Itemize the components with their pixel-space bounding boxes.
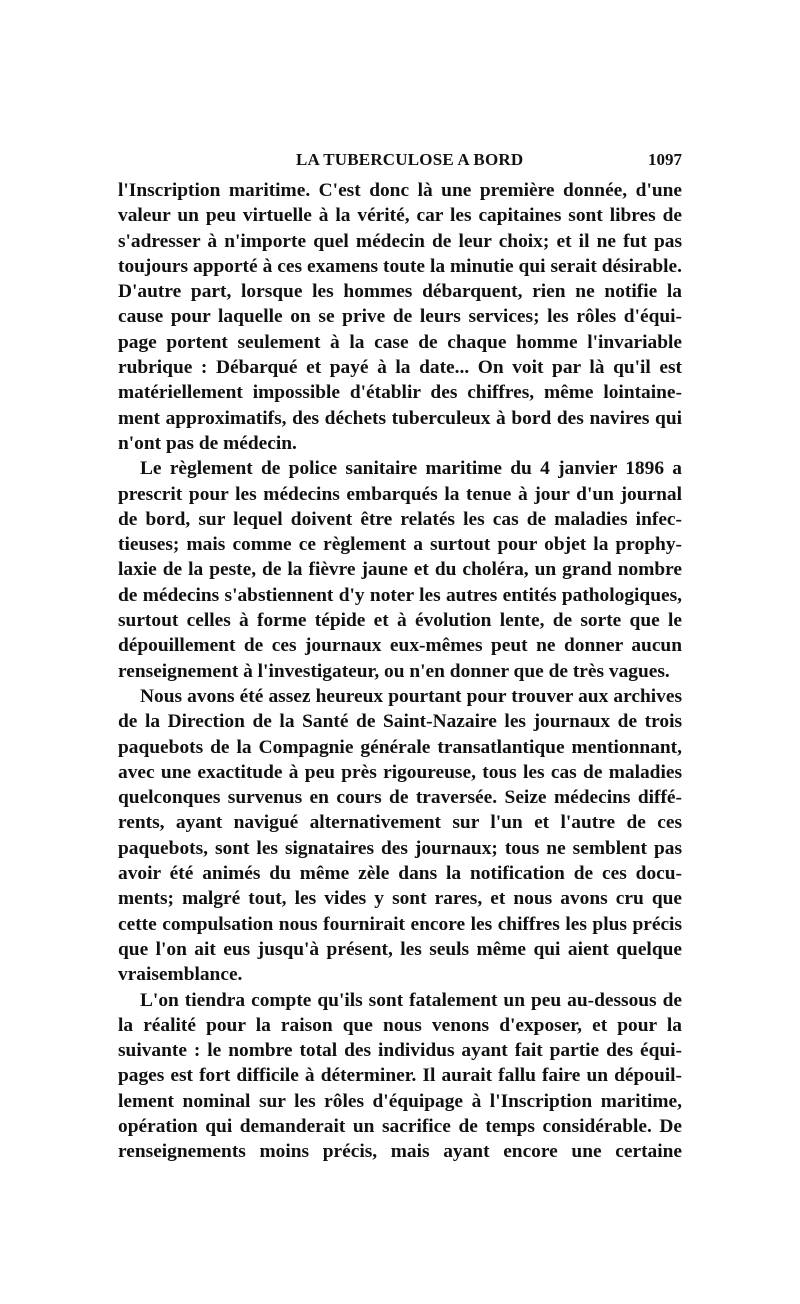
text-line: renseignement à l'investigateur, ou n'en donner que de très vagues. [118, 660, 670, 682]
text-line: suivante : le nombre total des individus ayant fait partie des équi- [118, 1040, 682, 1062]
page-number: 1097 [648, 150, 682, 169]
text-line: Le règlement de police sanitaire maritime du 4 janvier 1896 a [140, 458, 682, 480]
text-line: quelconques survenus en cours de traversée. Seize médecins diffé- [118, 787, 682, 809]
text-line: paquebots de la Compagnie générale transatlantique mentionnant, [118, 736, 682, 758]
text-line: de bord, sur lequel doivent être relatés les cas de maladies infec- [118, 508, 682, 530]
paragraph [118, 178, 682, 456]
text-line: dépouillement de ces journaux eux-mêmes peut ne donner aucun [118, 635, 682, 657]
text-line: de médecins s'abstiennent d'y noter les autres entités pathologiques, [118, 584, 682, 606]
page-header [118, 150, 682, 174]
text-line: que l'on ait eus jusqu'à présent, les seuls même qui aient quelque [118, 938, 682, 960]
text-line: rubrique : Débarqué et payé à la date... On voit par là qu'il est [118, 357, 682, 379]
text-line: rents, ayant navigué alternativement sur l'un et l'autre de ces [118, 812, 682, 834]
text-line: ment approximatifs, des déchets tuberculeux à bord des navires qui [118, 407, 682, 429]
text-line: page portent seulement à la case de chaque homme l'invariable [118, 331, 682, 353]
text-line: laxie de la peste, de la fièvre jaune et du choléra, un grand nombre [118, 559, 682, 581]
text-line: avec une exactitude à peu près rigoureuse, tous les cas de maladies [118, 761, 682, 783]
text-line: la réalité pour la raison que nous venons d'exposer, et pour la [118, 1014, 682, 1036]
text-line: toujours apporté à ces examens toute la minutie qui serait désirable. [118, 255, 682, 277]
text-line: prescrit pour les médecins embarqués la tenue à jour d'un journal [118, 483, 682, 505]
text-line: Nous avons été assez heureux pourtant pour trouver aux archives [140, 685, 682, 707]
text-line: avoir été animés du même zèle dans la notification de ces docu- [118, 863, 682, 885]
text-line: de la Direction de la Santé de Saint-Nazaire les journaux de trois [118, 711, 682, 733]
text-line: paquebots, sont les signataires des journaux; tous ne semblent pas [118, 837, 682, 859]
body-text [118, 178, 682, 1165]
paragraph [118, 684, 682, 988]
text-line: opération qui demanderait un sacrifice de temps considérable. De [118, 1115, 682, 1137]
text-line: valeur un peu virtuelle à la vérité, car les capitaines sont libres de [118, 205, 682, 227]
paragraph [118, 456, 682, 684]
text-line: renseignements moins précis, mais ayant encore une certaine [118, 1141, 682, 1163]
paragraph [118, 988, 682, 1165]
text-line: ments; malgré tout, les vides y sont rares, et nous avons cru que [118, 888, 682, 910]
text-line: n'ont pas de médecin. [118, 432, 297, 454]
text-line: lement nominal sur les rôles d'équipage à l'Inscription maritime, [118, 1090, 682, 1112]
text-line: cause pour laquelle on se prive de leurs services; les rôles d'équi- [118, 306, 682, 328]
text-line: tieuses; mais comme ce règlement a surtout pour objet la prophy- [118, 534, 682, 556]
text-line: s'adresser à n'importe quel médecin de leur choix; et il ne fut pas [118, 230, 682, 252]
text-line: surtout celles à forme tépide et à évolution lente, de sorte que le [118, 610, 682, 632]
text-line: L'on tiendra compte qu'ils sont fatalement un peu au-dessous de [140, 989, 682, 1011]
text-line: cette compulsation nous fournirait encore les chiffres les plus précis [118, 913, 682, 935]
text-line: pages est fort difficile à déterminer. Il aurait fallu faire un dépouil- [118, 1065, 682, 1087]
text-line: l'Inscription maritime. C'est donc là une première donnée, d'une [118, 180, 682, 201]
text-line: vraisemblance. [118, 964, 243, 986]
running-title: LA TUBERCULOSE A BORD [296, 150, 524, 169]
text-line: D'autre part, lorsque les hommes débarquent, rien ne notifie la [118, 281, 682, 303]
text-line: matériellement impossible d'établir des chiffres, même lointaine- [118, 382, 682, 404]
